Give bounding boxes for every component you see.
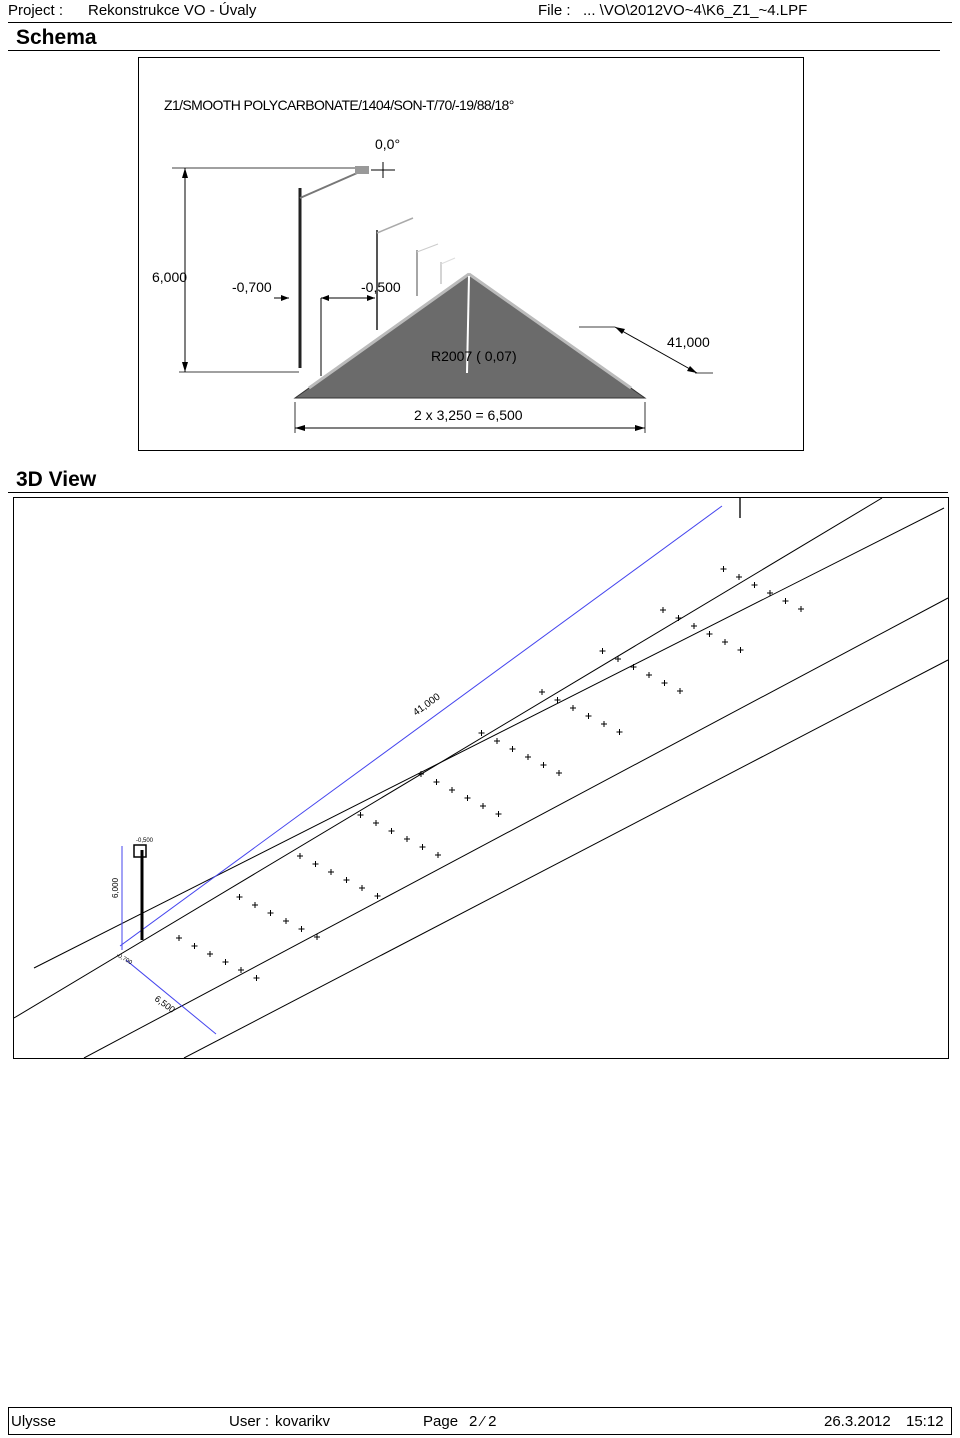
schema-title-rule xyxy=(8,50,940,51)
calculation-grid xyxy=(176,566,804,981)
overhang-label: -0,700 xyxy=(232,279,272,295)
user-label: User : xyxy=(229,1413,270,1430)
small-label-3d-2: -0,700 xyxy=(115,952,133,967)
grid-point xyxy=(252,902,258,908)
arm-3 xyxy=(417,244,438,252)
grid-point xyxy=(223,959,229,965)
grid-point xyxy=(344,877,350,883)
height-label-3d: 6,000 xyxy=(111,877,120,898)
grid-point xyxy=(418,771,424,777)
grid-point xyxy=(525,754,531,760)
grid-point xyxy=(601,721,607,727)
grid-point xyxy=(783,598,789,604)
grid-point xyxy=(480,803,486,809)
width-arrow-right xyxy=(635,425,645,431)
grid-point xyxy=(420,844,426,850)
grid-point xyxy=(176,935,182,941)
project-name: Rekonstrukce VO - Úvaly xyxy=(88,2,257,19)
grid-point xyxy=(207,951,213,957)
app-name: Ulysse xyxy=(11,1413,57,1430)
offset-label: -0,500 xyxy=(361,279,401,295)
width-label: 2 x 3,250 = 6,500 xyxy=(414,407,523,423)
arm-1 xyxy=(300,170,364,198)
grid-point xyxy=(449,787,455,793)
spacing-arrow-bottom xyxy=(687,366,697,373)
print-time: 15:12 xyxy=(906,1413,944,1430)
grid-point xyxy=(691,623,697,629)
grid-point xyxy=(313,861,319,867)
grid-point xyxy=(479,730,485,736)
grid-point xyxy=(721,566,727,572)
grid-point xyxy=(359,885,365,891)
grid-point xyxy=(465,795,471,801)
grid-point xyxy=(539,689,545,695)
page-header xyxy=(8,0,952,23)
grid-point xyxy=(660,607,666,613)
schema-diagram xyxy=(138,57,804,451)
grid-point xyxy=(434,779,440,785)
grid-point xyxy=(541,762,547,768)
schema-section-title: Schema xyxy=(16,26,97,49)
project-label: Project : xyxy=(8,2,64,19)
road-line-3 xyxy=(84,598,948,1058)
schema-drawing xyxy=(139,58,803,450)
grid-point xyxy=(238,967,244,973)
page-label: Page xyxy=(423,1413,459,1430)
print-date: 26.3.2012 xyxy=(824,1413,891,1430)
spacing-arrow-top xyxy=(615,327,625,334)
grid-point xyxy=(237,894,243,900)
grid-point xyxy=(631,664,637,670)
grid-point xyxy=(707,631,713,637)
grid-point xyxy=(586,713,592,719)
grid-point xyxy=(752,582,758,588)
page-footer xyxy=(8,1407,952,1435)
grid-point xyxy=(268,910,274,916)
spacing-dim-3d xyxy=(120,506,722,946)
tilt-label: 0,0° xyxy=(375,136,401,152)
grid-point xyxy=(297,853,303,859)
view3d-panel xyxy=(13,497,949,1059)
offset-arrow-right xyxy=(367,295,375,301)
luminaire-label: Z1/SMOOTH POLYCARBONATE/1404/SON-T/70/-19/88/18° xyxy=(164,97,514,113)
grid-point xyxy=(600,648,606,654)
grid-point xyxy=(435,852,441,858)
luminaire-1 xyxy=(355,166,369,174)
grid-point xyxy=(738,647,744,653)
user-name: kovarikv xyxy=(275,1413,331,1430)
grid-point xyxy=(646,672,652,678)
view3d-drawing xyxy=(14,498,948,1058)
height-label: 6,000 xyxy=(152,269,188,285)
view3d-title-rule xyxy=(8,492,948,493)
grid-point xyxy=(570,705,576,711)
grid-point xyxy=(494,738,500,744)
grid-point xyxy=(328,869,334,875)
road-line-2 xyxy=(14,498,882,1018)
file-path: ... \VO\2012VO~4\K6_Z1_~4.LPF xyxy=(583,2,808,19)
grid-point xyxy=(389,828,395,834)
surface-label: R2007 ( 0,07) xyxy=(431,348,517,364)
width-arrow-left xyxy=(295,425,305,431)
page-number: 2 ⁄ 2 xyxy=(469,1413,497,1430)
grid-point xyxy=(676,615,682,621)
grid-point xyxy=(798,606,804,612)
grid-point xyxy=(373,820,379,826)
grid-point xyxy=(677,688,683,694)
grid-point xyxy=(510,746,516,752)
grid-point xyxy=(299,926,305,932)
arm-2 xyxy=(377,218,413,233)
height-arrow-bottom xyxy=(182,362,188,372)
small-label-3d-1: -0,500 xyxy=(136,838,154,844)
offset-arrow-left xyxy=(321,295,329,301)
overhang-arrow xyxy=(281,295,289,301)
spacing-label: 41,000 xyxy=(667,334,710,350)
view3d-section-title: 3D View xyxy=(16,468,97,491)
grid-point xyxy=(375,893,381,899)
width-label-3d: 6,500 xyxy=(152,993,177,1015)
file-label: File : xyxy=(538,2,571,19)
grid-point xyxy=(722,639,728,645)
height-arrow-top xyxy=(182,168,188,178)
grid-point xyxy=(736,574,742,580)
width-dim-3d xyxy=(126,960,216,1034)
grid-point xyxy=(662,680,668,686)
grid-point xyxy=(404,836,410,842)
grid-point xyxy=(192,943,198,949)
grid-point xyxy=(556,770,562,776)
grid-point xyxy=(496,811,502,817)
arm-4 xyxy=(441,258,455,264)
grid-point xyxy=(358,812,364,818)
road-line-4 xyxy=(184,660,948,1058)
luminaire-3d-near xyxy=(134,845,146,857)
road-surface xyxy=(295,274,645,398)
grid-point xyxy=(617,729,623,735)
grid-point xyxy=(254,975,260,981)
spacing-label-3d: 41,000 xyxy=(411,691,443,719)
grid-point xyxy=(283,918,289,924)
